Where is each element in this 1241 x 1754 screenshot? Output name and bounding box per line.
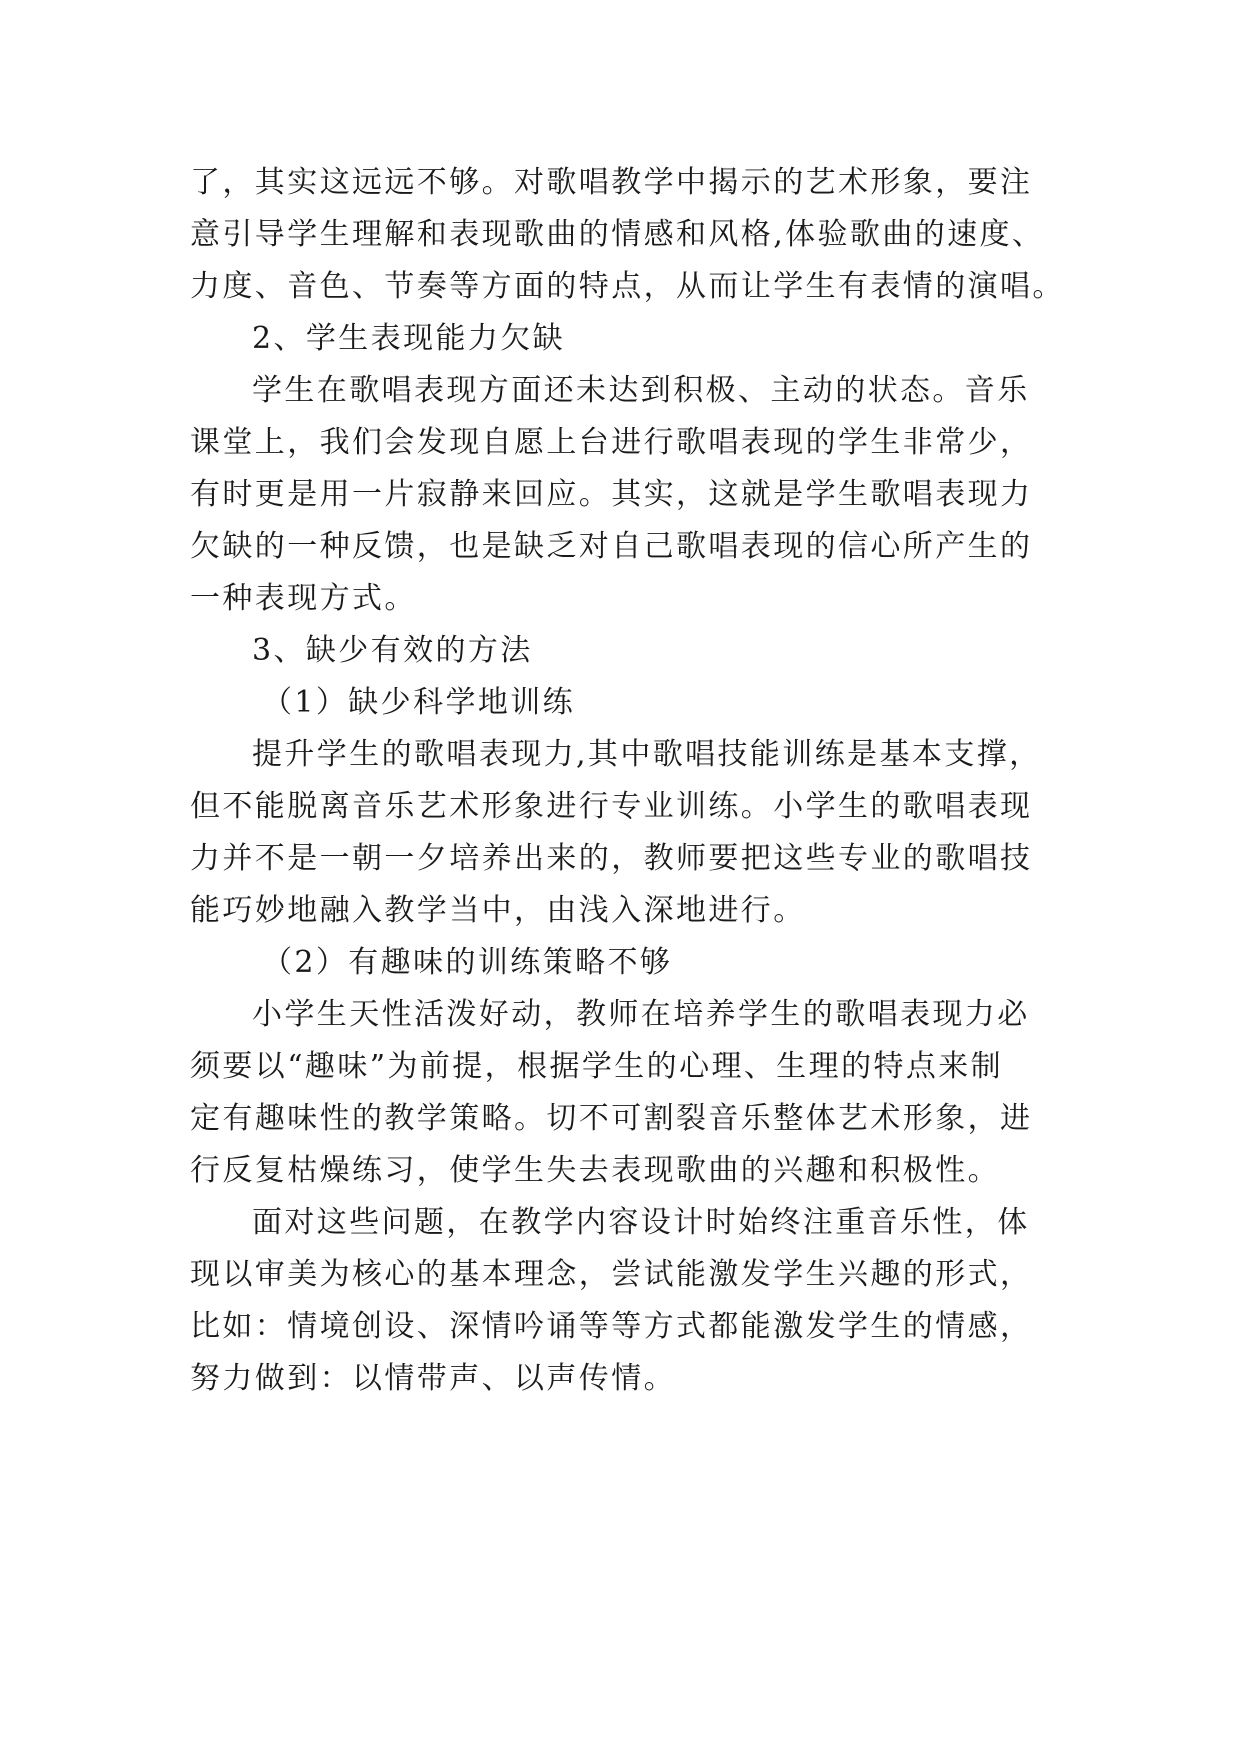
text-line: 力度、音色、节奏等方面的特点，从而让学生有表情的演唱。 <box>190 269 1065 304</box>
text-line: 现以审美为核心的基本理念，尝试能激发学生兴趣的形式， <box>190 1257 1033 1292</box>
text-line: 面对这些问题，在教学内容设计时始终注重音乐性，体 <box>252 1205 1030 1240</box>
section-heading: 2、学生表现能力欠缺 <box>252 321 566 356</box>
text-line: 小学生天性活泼好动，教师在培养学生的歌唱表现力必 <box>252 997 1030 1032</box>
text-line: 一种表现方式。 <box>190 581 417 616</box>
text-line: 欠缺的一种反馈，也是缺乏对自己歌唱表现的信心所产生的 <box>190 529 1033 564</box>
text-line: 有时更是用一片寂静来回应。其实，这就是学生歌唱表现力 <box>190 477 1033 512</box>
text-line: 行反复枯燥练习，使学生失去表现歌曲的兴趣和积极性。 <box>190 1153 1000 1188</box>
text-line: 意引导学生理解和表现歌曲的情感和风格,体验歌曲的速度、 <box>190 217 1045 252</box>
subsection-heading: （2）有趣味的训练策略不够 <box>262 945 673 980</box>
text-line: 能巧妙地融入教学当中，由浅入深地进行。 <box>190 893 806 928</box>
text-line: 力并不是一朝一夕培养出来的，教师要把这些专业的歌唱技 <box>190 841 1033 876</box>
text-line: 但不能脱离音乐艺术形象进行专业训练。小学生的歌唱表现 <box>190 789 1033 824</box>
text-line: 须要以“趣味”为前提，根据学生的心理、生理的特点来制 <box>190 1049 1004 1084</box>
text-line: 比如：情境创设、深情吟诵等等方式都能激发学生的情感， <box>190 1309 1033 1344</box>
section-heading: 3、缺少有效的方法 <box>252 633 533 668</box>
text-line: 定有趣味性的教学策略。切不可割裂音乐整体艺术形象，进 <box>190 1101 1033 1136</box>
text-line: 努力做到：以情带声、以声传情。 <box>190 1361 676 1396</box>
text-line: 课堂上，我们会发现自愿上台进行歌唱表现的学生非常少， <box>190 425 1033 460</box>
text-line: 了，其实这远远不够。对歌唱教学中揭示的艺术形象，要注 <box>190 165 1033 200</box>
text-line: 学生在歌唱表现方面还未达到积极、主动的状态。音乐 <box>252 373 1030 408</box>
subsection-heading: （1）缺少科学地训练 <box>262 685 576 720</box>
text-line: 提升学生的歌唱表现力,其中歌唱技能训练是基本支撑， <box>252 737 1042 772</box>
